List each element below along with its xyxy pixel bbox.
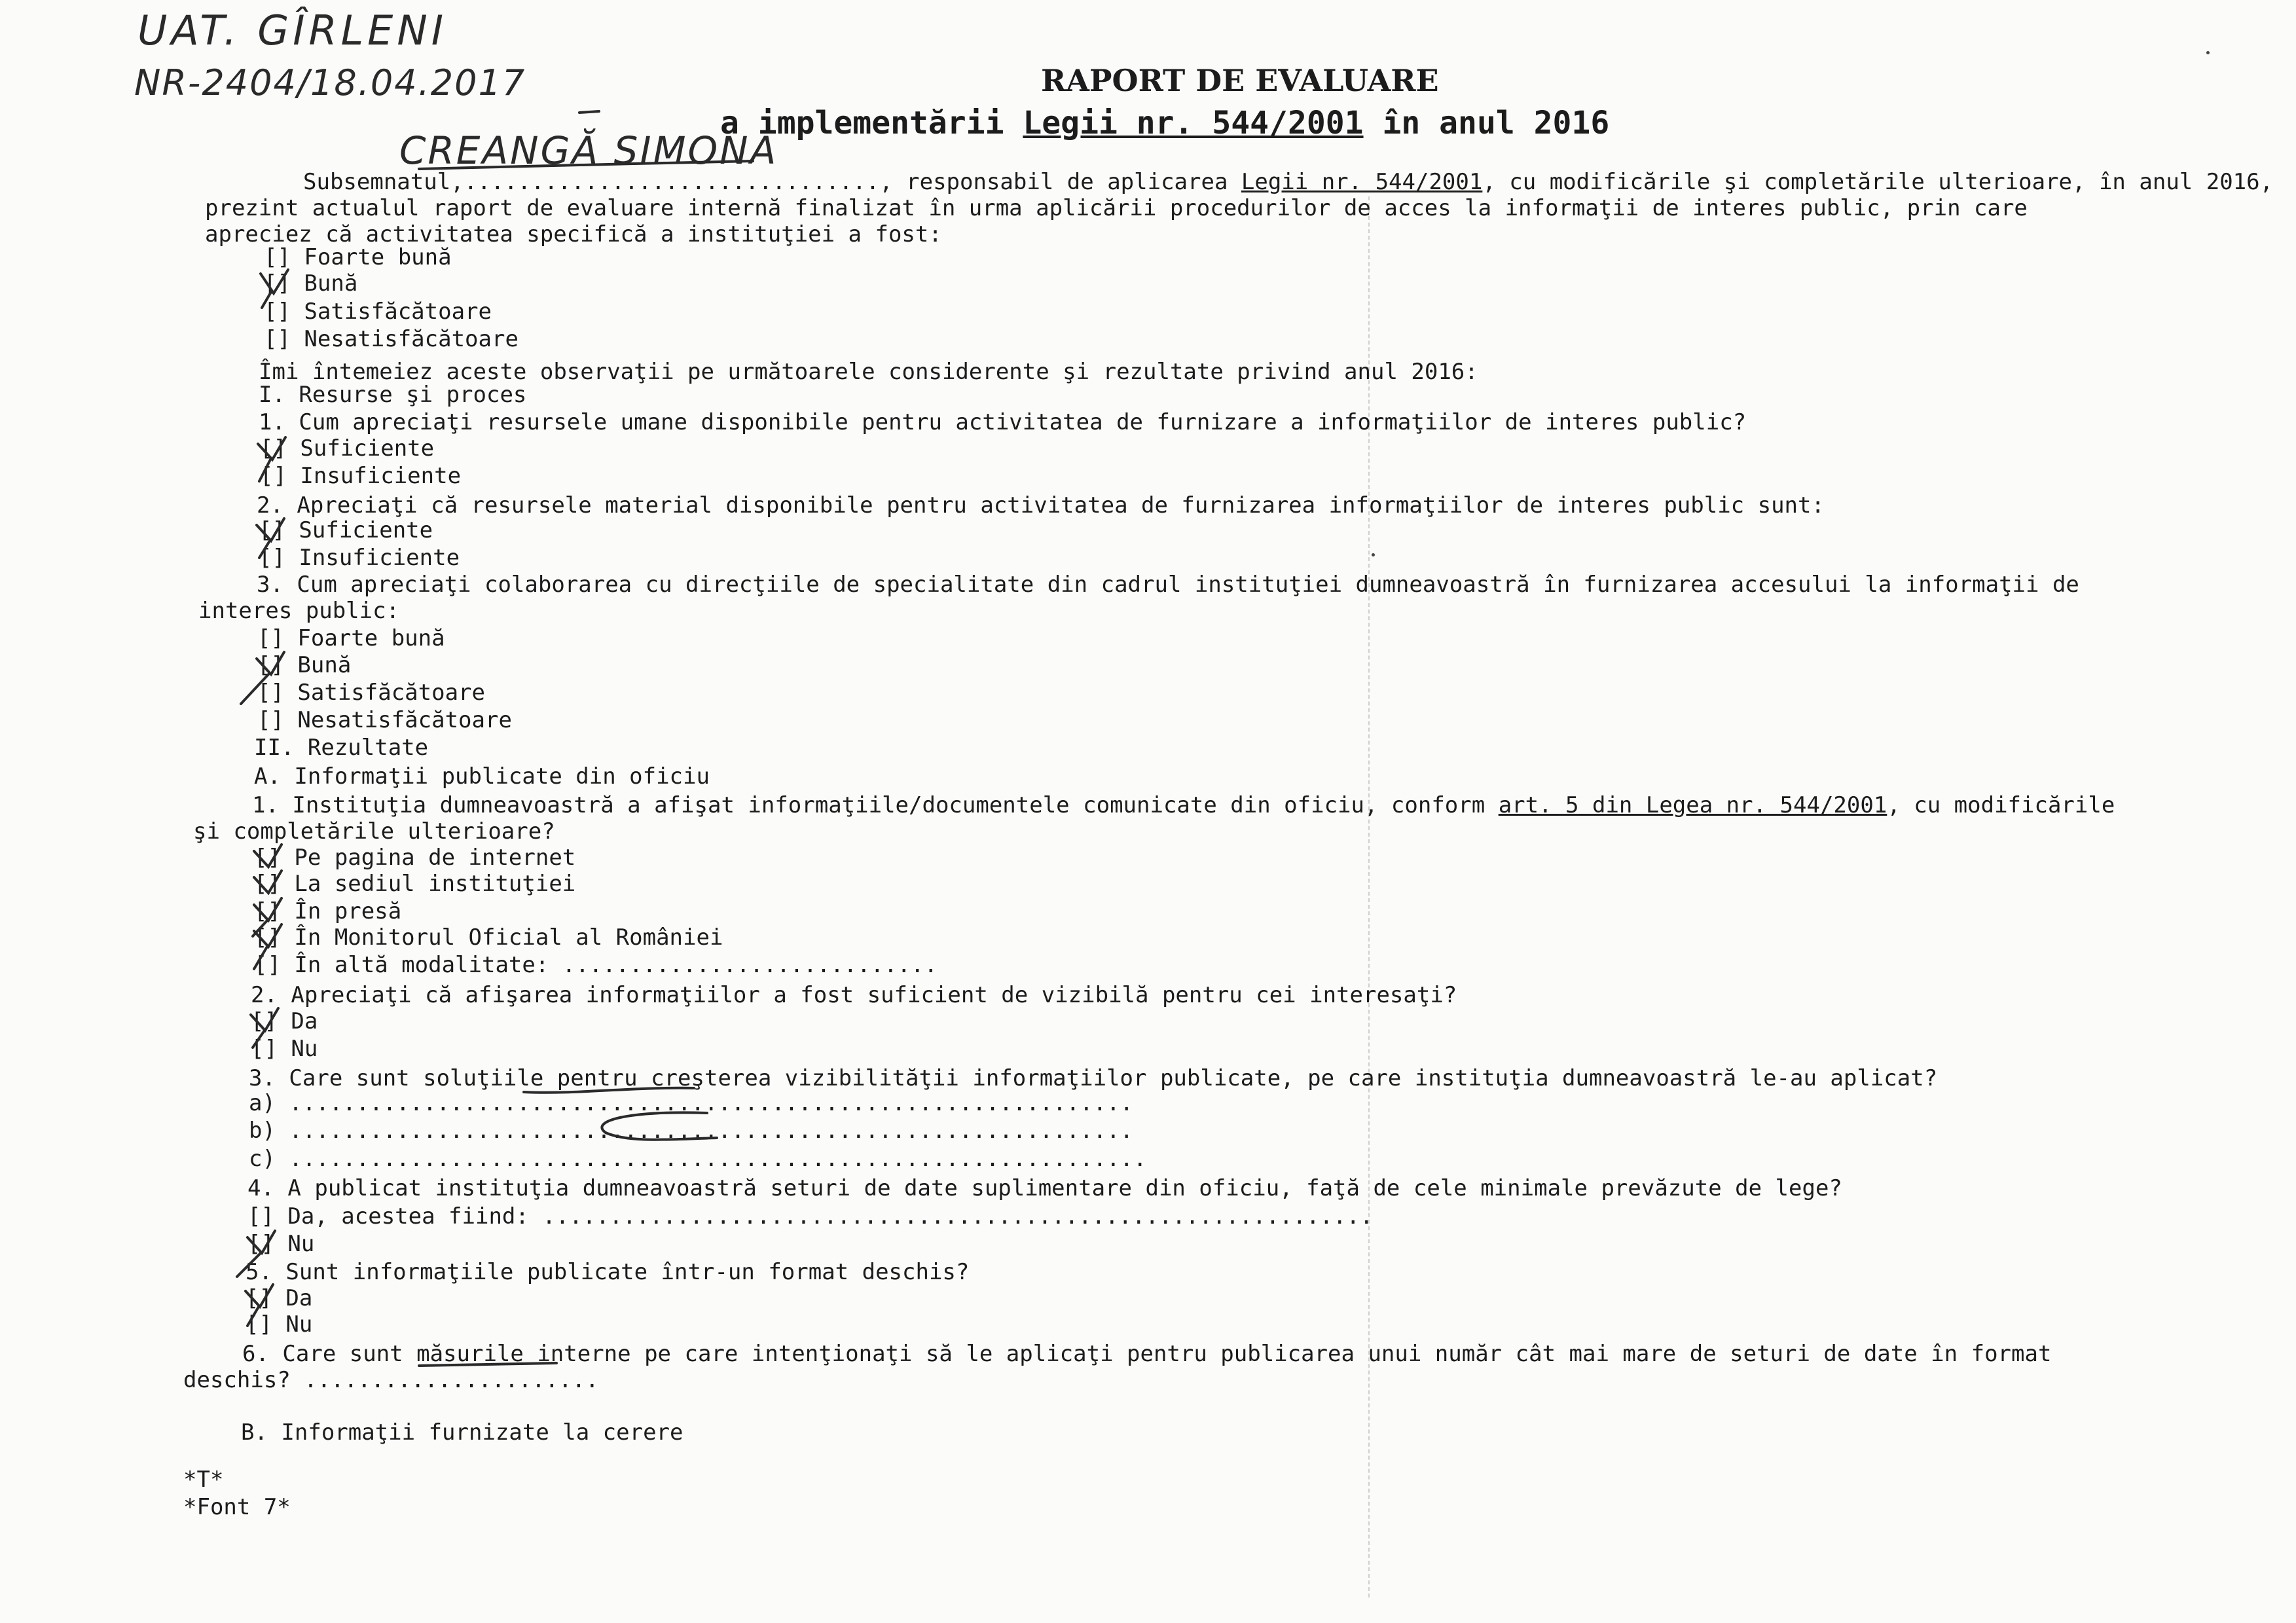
footer-font-note: *Font 7* [183, 1494, 291, 1520]
footer-marker: *T* [183, 1467, 224, 1493]
law-reference: Legii nr. 544/2001 [1023, 105, 1364, 141]
answer-option: [] Nu [246, 1311, 313, 1338]
question-text: 5. Sunt informaţiile publicate într-un format deschis? [246, 1259, 970, 1285]
answer-option: [] Satisfăcătoare [257, 680, 485, 706]
answer-option: [] Pe pagina de internet [254, 845, 576, 871]
answer-line: a) ............................................................... [249, 1090, 1134, 1116]
intro-line-2: prezint actualul raport de evaluare internă finalizat în urma aplicării procedurilor de acces la informaţii de interes public, prin care [205, 195, 2028, 221]
rating-option: [] Foarte bună [264, 244, 452, 270]
question-text: şi completările ulterioare? [193, 818, 555, 845]
section-heading: I. Resurse şi proces [259, 382, 527, 408]
rating-option: [] Bună [264, 270, 358, 297]
report-title: RAPORT DE EVALUARE [1041, 63, 1439, 98]
rating-option: [] Nesatisfăcătoare [264, 326, 519, 352]
handwritten-institution: UAT. GÎRLENI [137, 7, 448, 54]
answer-option: [] Foarte bună [257, 625, 445, 651]
question-text: 4. A publicat instituţia dumneavoastră seturi de date suplimentare din oficiu, faţă de cele minimale prevăzute de lege? [247, 1175, 1842, 1201]
question-text: 3. Care sunt soluţiile pentru creşterea vizibilităţii informaţiilor publicate, pe care instituţia dumneavoastră le-au aplicat? [249, 1065, 1938, 1091]
grounds-statement: Îmi întemeiez aceste observaţii pe următoarele considerente şi rezultate privind anul 2016: [259, 359, 1478, 385]
question-text: 2. Apreciaţi că afişarea informaţiilor a fost suficient de vizibilă pentru cei interesaţi? [251, 982, 1457, 1008]
section-heading: II. Rezultate [254, 735, 429, 761]
question-text: 3. Cum apreciaţi colaborarea cu direcţiile de specialitate din cadrul instituţiei dumneavoastră în furnizarea accesului la informaţii de [257, 572, 2079, 598]
intro-line-1: Subsemnatul,..............................., responsabil de aplicarea Legii nr. 544/2001, cu modificările şi completările ulterioare, în anul 2016, [303, 169, 2274, 195]
answer-option: [] Nu [247, 1231, 315, 1257]
answer-option: [] Bună [257, 652, 352, 678]
question-text: 6. Care sunt măsurile interne pe care intenţionaţi să le aplicaţi pentru publicarea unui număr cât mai mare de seturi de date în format [242, 1341, 2052, 1367]
answer-line: b) ............................................................... [249, 1118, 1134, 1144]
answer-option: [] Insuficiente [260, 463, 462, 489]
answer-option: [] În Monitorul Oficial al României [254, 924, 723, 951]
answer-option: [] În presă [254, 898, 402, 924]
answer-option: [] Da, acestea fiind: .............................................................. [247, 1203, 1374, 1230]
intro-line-3: apreciez că activitatea specifică a instituţiei a fost: [205, 221, 942, 247]
subsection-heading: A. Informaţii publicate din oficiu [254, 763, 710, 790]
answer-option: [] Suficiente [260, 435, 435, 462]
answer-option: [] Da [251, 1008, 318, 1034]
handwritten-name: CREANGĂ SIMONA [399, 128, 778, 173]
question-text: 1. Cum apreciaţi resursele umane disponibile pentru activitatea de furnizare a informaţiilor de interes public? [259, 409, 1747, 435]
answer-option: [] Da [246, 1285, 313, 1311]
report-subtitle: a implementării Legii nr. 544/2001 în anul 2016 [720, 105, 1610, 141]
answer-option: [] În altă modalitate: ............................ [254, 952, 938, 978]
question-text: interes public: [198, 598, 400, 624]
answer-line: c) ................................................................ [249, 1146, 1147, 1172]
rating-option: [] Satisfăcătoare [264, 299, 492, 325]
answer-option: [] La sediul instituţiei [254, 871, 576, 897]
answer-option: [] Nesatisfăcătoare [257, 707, 512, 733]
answer-option: [] Nu [251, 1036, 318, 1062]
answer-option: [] Suficiente [259, 517, 433, 543]
answer-option: [] Insuficiente [259, 545, 460, 571]
question-text: deschis? ...................... [183, 1367, 599, 1393]
question-text: 2. Apreciaţi că resursele material disponibile pentru activitatea de furnizarea informaţiilor de interes public sunt: [257, 492, 1825, 519]
question-text: 1. Instituţia dumneavoastră a afişat informaţiile/documentele comunicate din oficiu, conform art. 5 din Legea nr. 544/2001, cu modificările [252, 792, 2115, 818]
subsection-heading: B. Informaţii furnizate la cerere [241, 1419, 683, 1446]
handwritten-registration: NR-2404/18.04.2017 [134, 62, 526, 103]
